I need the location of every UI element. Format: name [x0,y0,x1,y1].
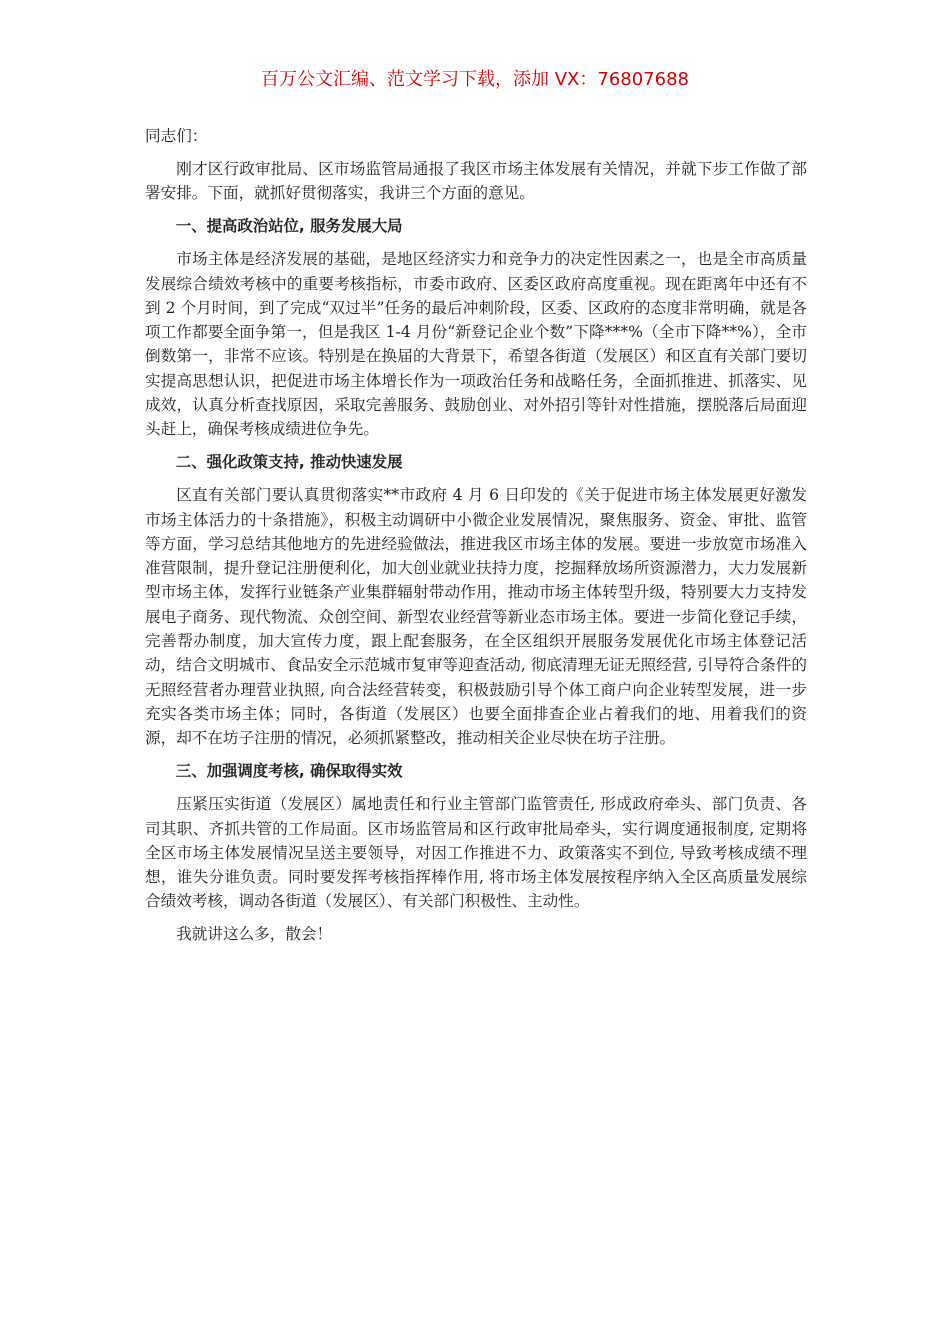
section-1-heading: 一、提高政治站位, 服务发展大局 [175,217,403,236]
speech-body [145,124,807,955]
section-2-paragraph: 区直有关部门要认真贯彻落实**市政府 4 月 6 日印发的《关于促进市场主体发展更好激发市场主体活力的十条措施》，积极主动调研中小微企业发展情况，聚焦服务、资金、审批、监管等方面，学习总结其他地方的先进经验做法，推进我区市场主体的发展。要进一步放宽市场准入准营限制，提升登记注册便利化，加大创业就业扶持力度，挖掘释放场所资源潜力，大力发展新型市场主体，发挥行业链条产业集群辐射带动作用，推动市场主体转型升级，特别要大力支持发展电子商务、现代物流、众创空间、新型农业经营等新业态市场主体。要进一步简化登记手续，完善帮办制度，加大宣传力度，跟上配套服务，在全区组织开展服务发展优化市场主体登记活动，结合文明城市、食品安全示范城市复审等迎查活动, 彻底清理无证无照经营, 引导符合条件的无照经营者办理营业执照, 向合法经营转变，积极鼓励引导个体工商户向企业转型发展，进一步充实各类市场主体；同时，各街道（发展区）也要全面排查企业占着我们的地、用着我们的资源，却不在坊子注册的情况，必须抓紧整改，推动相关企业尽快在坊子注册。 [145,486,807,748]
section-1-paragraph: 市场主体是经济发展的基础，是地区经济实力和竞争力的决定性因素之一，也是全市高质量发展综合绩效考核中的重要考核指标，市委市政府、区委区政府高度重视。现在距离年中还有不到 2 个月时间，到了完成“双过半”任务的最后冲刺阶段，区委、区政府的态度非常明确，就是各项工作都要全面争第一，但是我区 1-4 月份“新登记企业个数”下降***%（全市下降**%），全市倒数第一，非常不应该。特别是在换届的大背景下，希望各街道（发展区）和区直有关部门要切实提高思想认识，把促进市场主体增长作为一项政治任务和战略任务，全面抓推进、抓落实、见成效，认真分析查找原因，采取完善服务、鼓励创业、对外招引等针对性措施，摆脱落后局面迎头赶上，确保考核成绩进位争先。 [145,250,807,439]
section-3-paragraph: 压紧压实街道（发展区）属地责任和行业主管部门监管责任, 形成政府牵头、部门负责、各司其职、齐抓共管的工作局面。区市场监管局和区行政审批局牵头，实行调度通报制度, 定期将全区市场主体发展情况呈送主要领导，对因工作推进不力、政策落实不到位, 导致考核成绩不理想，谁失分谁负责。同时要发挥考核指挥棒作用, 将市场主体发展按程序纳入全区高质量发展综合绩效考核，调动各街道（发展区）、有关部门积极性、主动性。 [145,795,807,911]
watermark-header: 百万公文汇编、范文学习下载，添加 VX：76807688 [261,69,689,90]
section-3-heading: 三、加强调度考核, 确保取得实效 [175,762,403,781]
section-2-heading: 二、强化政策支持, 推动快速发展 [175,453,403,472]
closing-line: 我就讲这么多，散会！ [176,925,333,944]
greeting: 同志们： [145,127,208,145]
intro-paragraph: 刚才区行政审批局、区市场监管局通报了我区市场主体发展有关情况，并就下步工作做了部署安排。下面，就抓好贯彻落实，我讲三个方面的意见。 [145,159,807,203]
